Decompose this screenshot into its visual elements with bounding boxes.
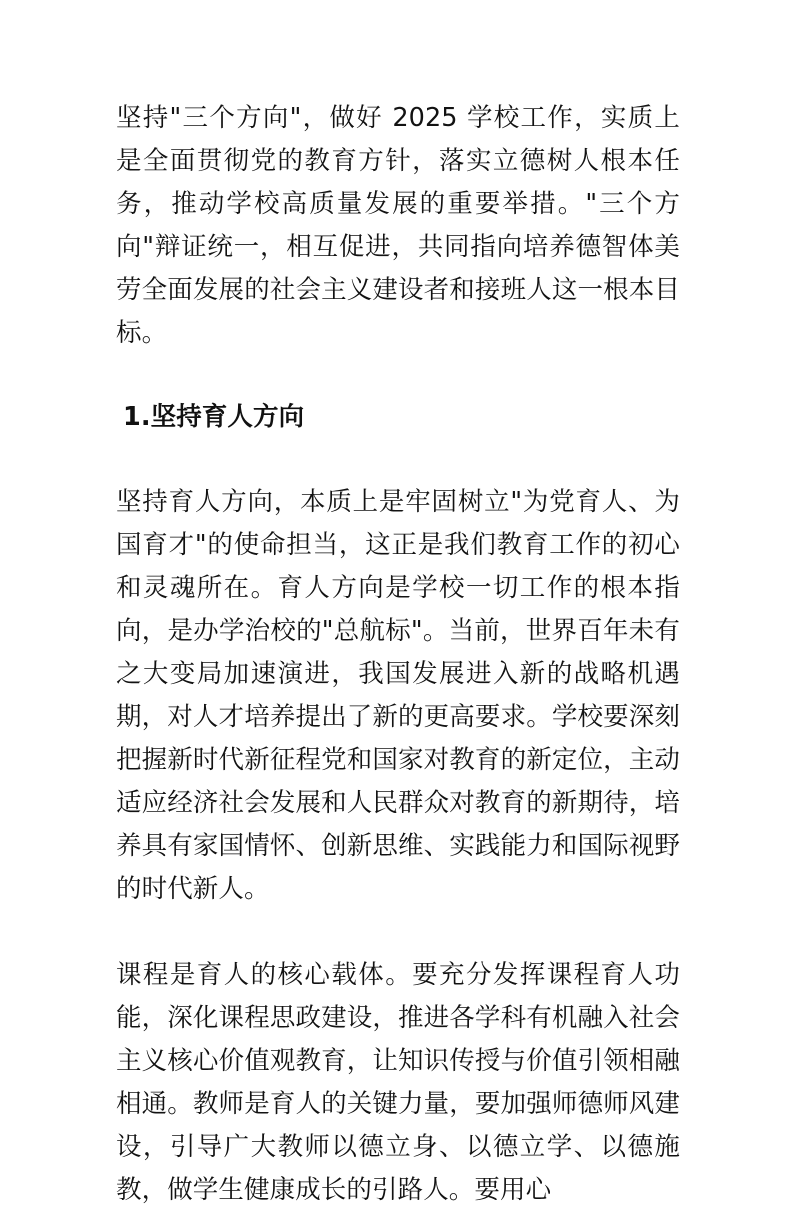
section-heading-1: 1.坚持育人方向 [123, 402, 305, 432]
section-1-paragraph-2: 课程是育人的核心载体。要充分发挥课程育人功能，深化课程思政建设，推进各学科有机融入社会主义核心价值观教育，让知识传授与价值引领相融相通。教师是育人的关键力量，要加强师德师风建设，引导广大教师以德立身、以德立学、以德施教，做学生健康成长的引路人。要用心 [116, 960, 680, 1205]
document-text-body [116, 97, 680, 1212]
section-1-paragraph-1: 坚持育人方向，本质上是牢固树立"为党育人、为国育才"的使命担当，这正是我们教育工作的初心和灵魂所在。育人方向是学校一切工作的根本指向，是办学治校的"总航标"。当前，世界百年未有之大变局加速演进，我国发展进入新的战略机遇期，对人才培养提出了新的更高要求。学校要深刻把握新时代新征程党和国家对教育的新定位，主动适应经济社会发展和人民群众对教育的新期待，培养具有家国情怀、创新思维、实践能力和国际视野的时代新人。 [116, 487, 680, 904]
intro-paragraph: 坚持"三个方向"，做好 2025 学校工作，实质上是全面贯彻党的教育方针，落实立德树人根本任务，推动学校高质量发展的重要举措。"三个方向"辩证统一，相互促进，共同指向培养德智体美劳全面发展的社会主义建设者和接班人这一根本目标。 [116, 103, 680, 348]
